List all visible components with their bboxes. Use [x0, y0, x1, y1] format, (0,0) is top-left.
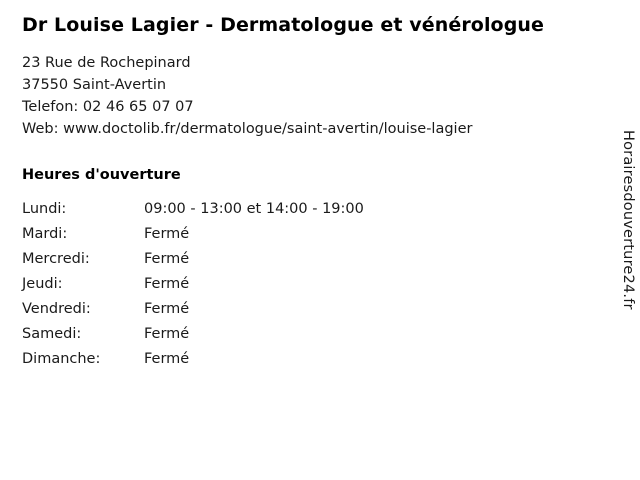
day-hours: 09:00 - 13:00 et 14:00 - 19:00 — [144, 200, 364, 217]
day-hours: Fermé — [144, 275, 190, 292]
table-row — [22, 324, 442, 349]
day-label: Mercredi: — [22, 250, 90, 267]
day-hours: Fermé — [144, 225, 190, 242]
day-hours: Fermé — [144, 350, 190, 367]
day-label: Jeudi: — [22, 275, 63, 292]
table-row — [22, 349, 442, 374]
website-line[interactable]: Web: www.doctolib.fr/dermatologue/saint-avertin/louise-lagier — [22, 120, 473, 137]
table-row — [22, 224, 442, 249]
opening-hours-table — [22, 199, 442, 374]
day-label: Vendredi: — [22, 300, 91, 317]
content-column — [22, 14, 592, 374]
address-city: 37550 Saint-Avertin — [22, 76, 167, 93]
table-row — [22, 274, 442, 299]
table-row — [22, 249, 442, 274]
day-label: Samedi: — [22, 325, 82, 342]
day-hours: Fermé — [144, 325, 190, 342]
day-label: Mardi: — [22, 225, 68, 242]
address-street: 23 Rue de Rochepinard — [22, 54, 191, 71]
day-label: Lundi: — [22, 200, 67, 217]
day-label: Dimanche: — [22, 350, 101, 367]
page-title: Dr Louise Lagier - Dermatologue et vénérologue — [22, 14, 545, 36]
phone-line: Telefon: 02 46 65 07 07 — [22, 98, 194, 115]
opening-hours-heading: Heures d'ouverture — [22, 166, 181, 183]
day-hours: Fermé — [144, 300, 190, 317]
site-watermark: Horairesdouverture24.fr — [620, 130, 636, 310]
table-row — [22, 199, 442, 224]
address-block — [22, 53, 592, 141]
table-row — [22, 299, 442, 324]
day-hours: Fermé — [144, 250, 190, 267]
